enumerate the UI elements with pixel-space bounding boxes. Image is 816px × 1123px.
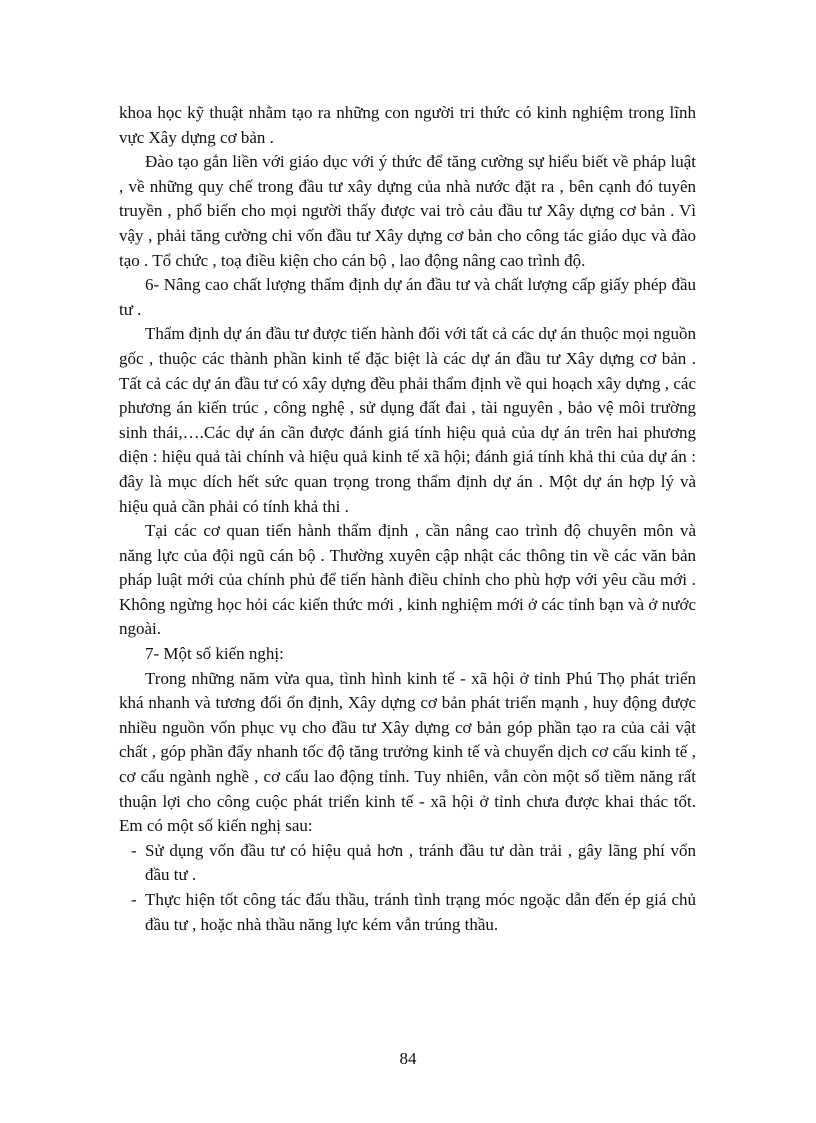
list-item (119, 888, 696, 937)
list-item (119, 839, 696, 888)
paragraph-recommendations-intro: Trong những năm vừa qua, tình hình kinh tế - xã hội ở tỉnh Phú Thọ phát triển khá nhanh và tương đối ổn định, Xây dựng cơ bản phát triển mạnh , huy động được nhiều nguồn vốn phục vụ cho đầu tư Xây dựng cơ bản góp phần tạo ra của cải vật chất , góp phần đẩy nhanh tốc độ tăng trưởng kinh tế và chuyển dịch cơ cấu kinh tế , cơ cấu ngành nghề , cơ cấu lao động tỉnh. Tuy nhiên, vẫn còn một số tiềm năng rất thuận lợi cho công cuộc phát triển kinh tế - xã hội ở tỉnh chưa được khai thác tốt. Em có một số kiến nghị sau: (119, 668, 696, 836)
list-item-text: Sử dụng vốn đầu tư có hiệu quả hơn , tránh đầu tư dàn trải , gây lãng phí vốn đầu tư . (145, 840, 696, 885)
section-heading-7: 7- Một số kiến nghị: (145, 644, 284, 664)
list-item-text: Thực hiện tốt công tác đấu thầu, tránh tình trạng móc ngoặc dẫn đến ép giá chủ đầu tư , hoặc nhà thầu năng lực kém vẫn trúng thầu. (145, 890, 696, 934)
document-body (119, 101, 696, 937)
paragraph-training: Đào tạo gắn liền với giáo dục với ý thức để tăng cường sự hiểu biết về pháp luật , về những quy chế trong đầu tư xây dựng của nhà nước đặt ra , bên cạnh đó tuyên truyền , phổ biến cho mọi người thấy được vai trò cảu đầu tư Xây dựng cơ bản . Vì vậy , phải tăng cường chi vốn đầu tư Xây dựng cơ bản cho công tác giáo dục và đào tạo . Tổ chức , toạ điều kiện cho cán bộ , lao động nâng cao trình độ. (119, 152, 696, 270)
bullet-dash: - (131, 890, 137, 909)
bullet-dash: - (131, 840, 137, 860)
page-number: 84 (399, 1049, 417, 1068)
section-heading-6: 6- Nâng cao chất lượng thẩm định dự án đầu tư và chất lượng cấp giấy phép đầu tư . (119, 275, 696, 319)
paragraph-agencies: Tại các cơ quan tiến hành thẩm định , cần nâng cao trình độ chuyên môn và năng lực của đội ngũ cán bộ . Thường xuyên cập nhật các thông tin về các văn bản pháp luật mới của chính phủ để tiến hành điều chỉnh cho phù hợp với yêu cầu mới . Không ngừng học hỏi các kiến thức mới , kinh nghiệm mới ở các tỉnh bạn và ở nước ngoài. (119, 521, 696, 639)
paragraph-continuation: khoa học kỹ thuật nhằm tạo ra những con người tri thức có kinh nghiệm trong lĩnh vực Xây dựng cơ bản . (119, 103, 696, 147)
paragraph-appraisal: Thẩm định dự án đầu tư được tiến hành đối với tất cả các dự án thuộc mọi nguồn gốc , thuộc các thành phần kinh tế đặc biệt là các dự án đầu tư Xây dựng cơ bản . Tất cả các dự án đầu tư có xây dựng đều phải thẩm định về qui hoạch xây dựng , các phương án kiến trúc , công nghệ , sử dụng đất đai , tài nguyên , bảo vệ môi trường sinh thái,….Các dự án cần được đánh giá tính hiệu quả của dự án trên hai phương diện : hiệu quả tài chính và hiệu quả kinh tế xã hội; đánh giá tính khả thi của dự án : đây là mục dích hết sức quan trọng trong thẩm định dự án . Một dự án hợp lý và hiệu quả cần phải có tính khả thi . (119, 324, 696, 516)
